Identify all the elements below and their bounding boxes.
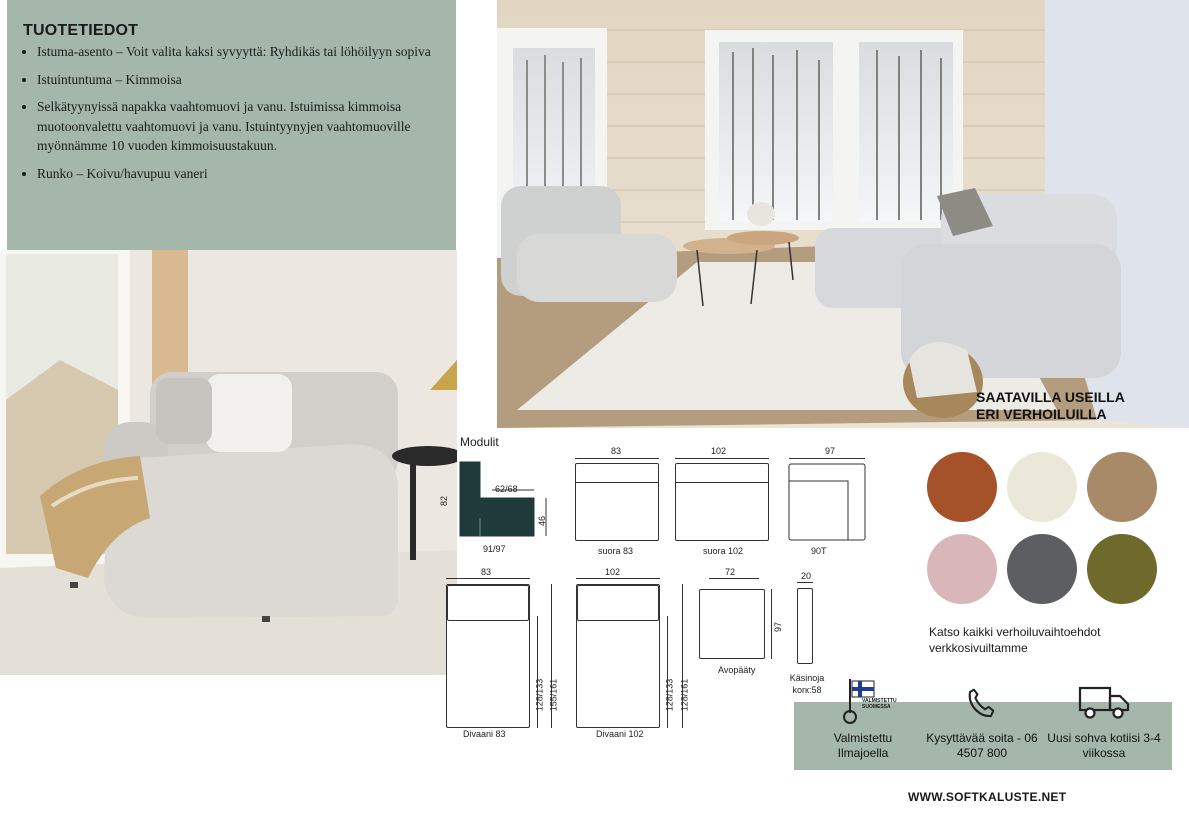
chaise-sofa-photo (0, 250, 457, 675)
module-suora83-label: suora 83 (598, 546, 634, 556)
swatch-blush[interactable] (927, 534, 997, 604)
module-90t-label: 90T (811, 546, 827, 556)
product-info-item: • Selkätyynyissä napakka vaahtomuovi ja vanu. Istuimissa kimmoisa muotoonvalettu vaahtomuovi ja vanu. Istuintyynyjen vaahtomuoville myönnämme 10 vuoden kimmoisuustakuun. (37, 97, 467, 156)
module-divaani102-shape (576, 584, 660, 728)
module-kasinoja-dim: 20 (801, 571, 812, 581)
modules-diagram (439, 430, 836, 750)
module-divaani102-label: Divaani 102 (596, 729, 644, 739)
module-divaani83-shape (446, 584, 530, 728)
delivery-truck-icon (1078, 686, 1132, 725)
footer-made-in: Valmistettu Ilmajoella (833, 731, 893, 760)
module-suora83-shape (575, 463, 659, 541)
module-avopaaty-shape (699, 589, 765, 659)
module-suora102-dim: 102 (711, 446, 727, 456)
product-info-panel (7, 0, 456, 250)
swatch-cream[interactable] (1007, 452, 1077, 522)
module-kasinoja-label: Käsinoja korк:58 (789, 673, 825, 695)
module-suora102-label: suora 102 (703, 546, 744, 556)
module-corner-dim-depth: 62/68 (495, 484, 518, 494)
swatch-taupe[interactable] (1087, 452, 1157, 522)
module-divaani102-dim-width: 102 (605, 567, 621, 577)
footer-phone[interactable]: Kysyttävää soita - 06 4507 800 (926, 731, 1038, 760)
module-corner-shape (458, 460, 548, 540)
module-avopaaty-dim-depth: 97 (773, 621, 784, 633)
website-link[interactable]: WWW.SOFTKALUSTE.NET (908, 790, 1067, 804)
modules-title: Modulit (460, 435, 499, 449)
swatch-olive[interactable] (1087, 534, 1157, 604)
module-suora102-shape (675, 463, 769, 541)
module-90t-dim-width: 97 (825, 446, 836, 456)
module-suora83-dim: 83 (611, 446, 622, 456)
module-corner-label: 91/97 (483, 544, 506, 554)
module-avopaaty-dim-width: 72 (725, 567, 736, 577)
living-room-photo (497, 0, 1189, 428)
module-divaani83-label: Divaani 83 (463, 729, 506, 739)
badge-text: VALMISTETTU SUOMESSA (862, 698, 897, 710)
module-divaani102-dim-total: 128/161 (679, 678, 690, 712)
module-divaani83-dim-depth: 128/133 (534, 678, 545, 712)
product-info-item: • Runko – Koivu/havupuu vaneri (37, 164, 467, 184)
module-divaani83-dim-total: 155/161 (548, 678, 559, 712)
product-info-item: • Istuma-asento – Voit valita kaksi syvyyttä: Ryhdikäs tai löhöilyyn sopiva (37, 42, 467, 62)
module-corner-dim-seat: 46 (537, 515, 548, 527)
module-90t-shape (788, 463, 868, 543)
upholstery-heading: SAATAVILLA USEILLA ERI VERHOILUILLA (976, 389, 1125, 422)
footer-delivery: Uusi sohva kotiisi 3-4 viikossa (1047, 731, 1161, 760)
phone-icon[interactable] (964, 686, 1000, 727)
module-divaani102-dim-depth: 128/133 (664, 678, 675, 712)
upholstery-note[interactable]: Katso kaikki verhoiluvaihtoehdot verkkosivuiltamme (929, 625, 1101, 655)
product-info-item: • Istuintuntuma – Kimmoisa (37, 70, 467, 90)
product-info-list (23, 42, 467, 191)
module-kasinoja-shape (797, 588, 813, 664)
swatch-rust[interactable] (927, 452, 997, 522)
swatch-grey[interactable] (1007, 534, 1077, 604)
module-corner-dim-height: 82 (439, 495, 450, 507)
module-avopaaty-label: Avopääty (718, 665, 756, 675)
product-info-title: TUOTETIEDOT (23, 22, 139, 39)
module-divaani83-dim-width: 83 (481, 567, 492, 577)
